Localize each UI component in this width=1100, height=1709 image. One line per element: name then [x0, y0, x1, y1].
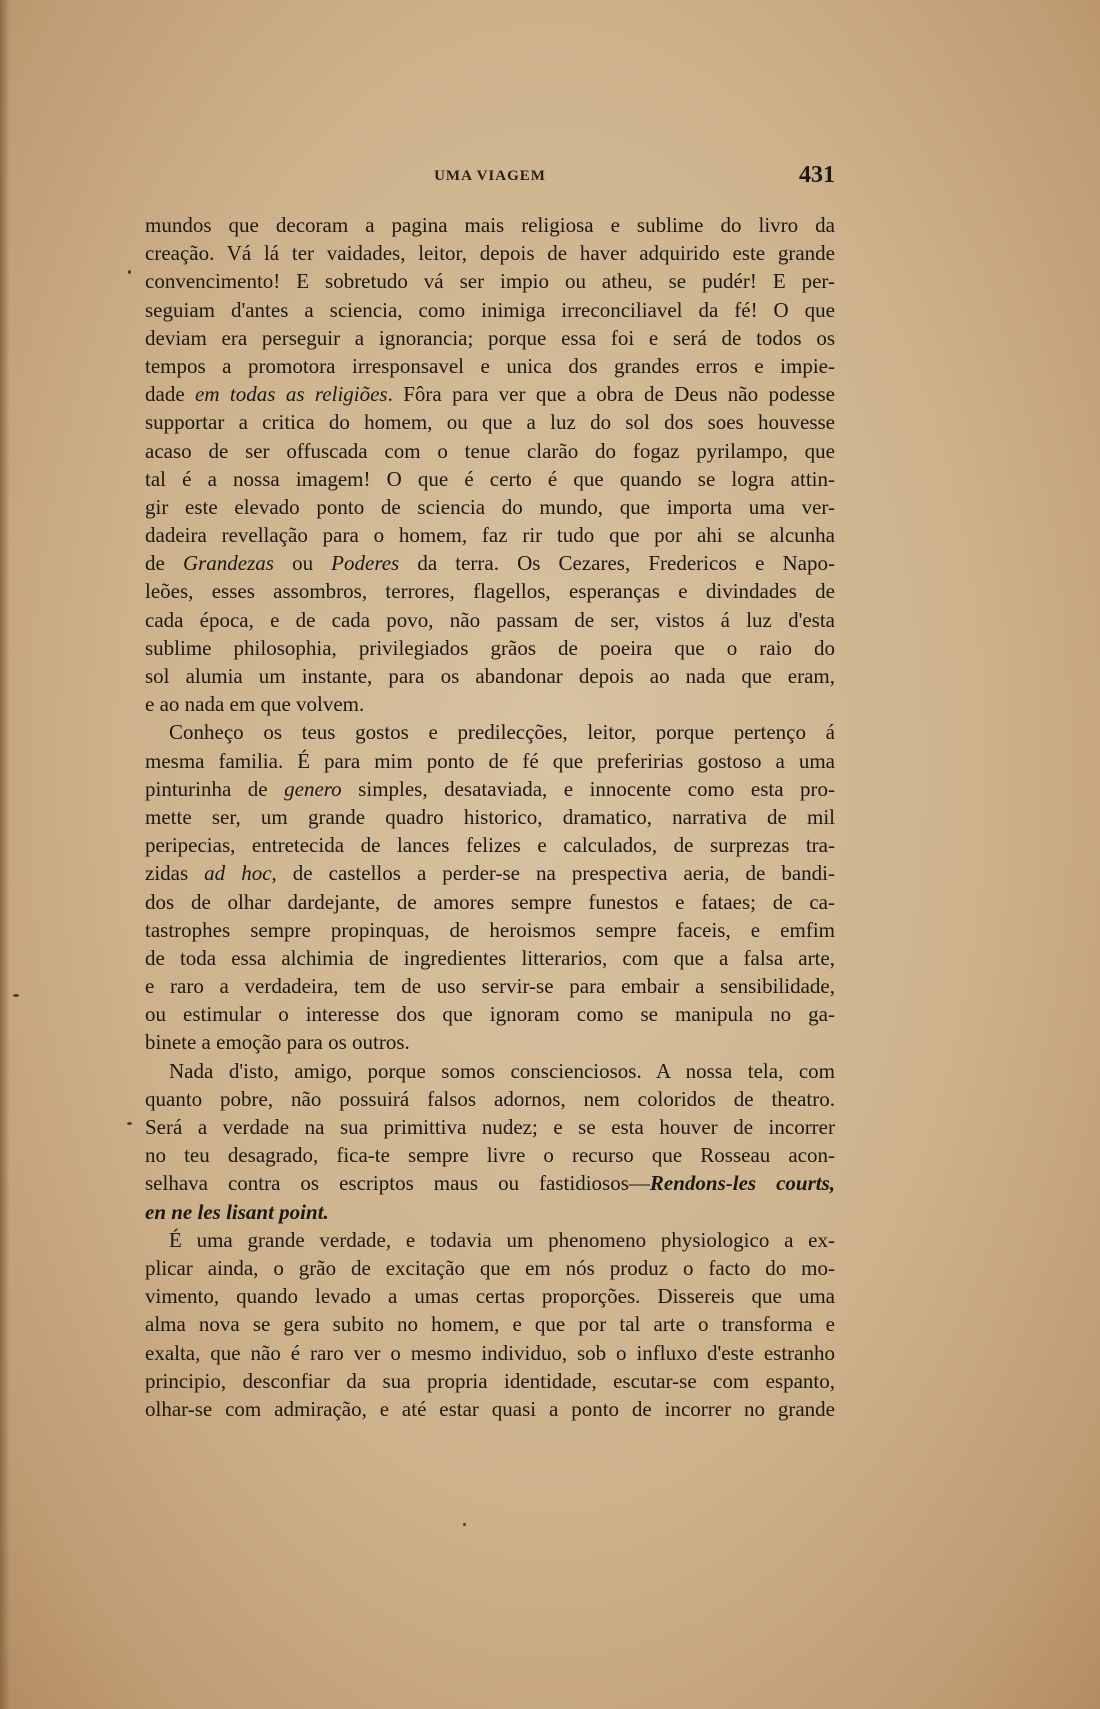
text-run: É uma grande verdade, e todavia um phenomeno physiologico a ex-: [169, 1227, 835, 1252]
text-line: [145, 211, 835, 239]
text-line: [145, 1085, 835, 1113]
text-line: [145, 831, 835, 859]
text-run: dos de olhar dardejante, de amores sempre funestos e fataes; de ca-: [145, 889, 835, 914]
text-run: dade: [145, 382, 196, 407]
text-run: vimento, quando levado a umas certas proporções. Dissereis que uma: [145, 1284, 835, 1309]
text-run: mesma familia. É para mim ponto de fé que preferirias gostoso a uma: [145, 748, 835, 773]
text-run: de toda essa alchimia de ingredientes litterarios, com que a falsa arte,: [145, 945, 835, 970]
text-run: exalta, que não é raro ver o mesmo individuo, sob o influxo d'este estranho: [145, 1340, 835, 1365]
text-line: [145, 1141, 835, 1169]
text-line: [145, 888, 835, 916]
text-run: olhar-se com admiração, e até estar quasi a ponto de incorrer no grande: [145, 1396, 835, 1421]
text-run: e ao nada em que volvem.: [145, 692, 365, 717]
text-run: quanto pobre, não possuirá falsos adornos, nem coloridos de theatro.: [145, 1086, 835, 1111]
text-line: [145, 1254, 835, 1282]
text-line: [145, 352, 835, 380]
text-line: [145, 549, 835, 577]
text-line: [145, 718, 835, 746]
text-run: zidas: [145, 861, 205, 886]
text-run: , de castellos a perder-se na prespectiva aeria, de bandi-: [271, 861, 835, 886]
text-line: [145, 662, 835, 690]
text-run: plicar ainda, o grão de excitação que em nós produz o facto do mo-: [145, 1255, 835, 1280]
text-line: [145, 944, 835, 972]
text-run: sol alumia um instante, para os abandonar depois ao nada que eram,: [145, 664, 835, 688]
text-run: da terra. Os Cezares, Fredericos e Napo-: [399, 551, 835, 576]
text-run: de: [145, 551, 183, 576]
text-run: dadeira revellação para o homem, faz rir tudo que por ahi se alcunha: [145, 523, 835, 548]
text-run: principio, desconfiar da sua propria identidade, escutar-se com espanto,: [145, 1368, 835, 1393]
text-run: mette ser, um grande quadro historico, dramatico, narrativa de mil: [145, 804, 835, 829]
text-line: [145, 493, 835, 521]
text-run: tal é a nossa imagem! O que é certo é que quando se logra attin-: [145, 466, 835, 491]
ink-speck: [128, 270, 131, 274]
text-line: [145, 803, 835, 831]
text-run: Nada d'isto, amigo, porque somos conscienciosos. A nossa tela, com: [169, 1058, 835, 1083]
text-run: pinturinha de: [145, 776, 285, 801]
text-run: alma nova se gera subito no homem, e que por tal arte o transforma e: [145, 1312, 835, 1337]
text-line: [145, 606, 835, 634]
text-line: [145, 1339, 835, 1367]
text-line: [145, 690, 835, 718]
running-head: UMA VIAGEM: [434, 168, 546, 184]
ink-speck: [463, 1523, 466, 1526]
text-line: [145, 1169, 835, 1197]
text-run: selhava contra os escriptos maus ou fastidiosos—: [145, 1171, 650, 1196]
text-run: ou: [273, 551, 332, 576]
italic-text: genero: [284, 776, 342, 801]
text-line: [145, 267, 835, 295]
text-run: tastrophes sempre propinquas, de heroismos sempre faceis, e emfim: [145, 917, 835, 942]
text-line: [145, 1282, 835, 1310]
text-run: mundos que decoram a pagina mais religiosa e sublime do livro da: [145, 213, 835, 237]
text-line: [145, 1226, 835, 1254]
text-line: [145, 296, 835, 324]
text-run: cada época, e de cada povo, não passam de ser, vistos á luz d'esta: [145, 607, 835, 632]
text-run: seguiam d'antes a sciencia, como inimiga irreconciliavel da fé! O que: [145, 297, 835, 322]
body-text: [145, 211, 835, 1423]
italic-text: Grandezas: [182, 551, 274, 576]
text-run: binete a emoção para os outros.: [145, 1030, 410, 1055]
text-line: [145, 972, 835, 1000]
ink-speck: [127, 1122, 132, 1125]
text-run: gir este elevado ponto de sciencia do mundo, que importa uma ver-: [145, 494, 835, 519]
italic-text: Rendons-les courts,: [649, 1171, 835, 1196]
text-line: [145, 521, 835, 549]
text-line: [145, 1057, 835, 1085]
text-run: convencimento! E sobretudo vá ser impio ou atheu, se pudér! E per-: [145, 269, 835, 294]
text-run: no teu desagrado, fica-te sempre livre o recurso que Rosseau acon-: [145, 1143, 835, 1168]
text-line: [145, 1198, 835, 1226]
text-run: creação. Vá lá ter vaidades, leitor, depois de haver adquirido este grande: [145, 241, 835, 266]
text-line: [145, 408, 835, 436]
text-line: [145, 859, 835, 887]
page-number: 431: [799, 162, 835, 188]
text-run: sublime philosophia, privilegiados grãos de poeira que o raio do: [145, 635, 835, 660]
text-line: [145, 1113, 835, 1141]
text-line: [145, 437, 835, 465]
text-line: [145, 634, 835, 662]
text-line: [145, 1028, 835, 1056]
ink-speck: [13, 994, 19, 997]
text-run: acaso de ser offuscada com o tenue clarão do fogaz pyrilampo, que: [145, 438, 835, 463]
text-line: [145, 916, 835, 944]
text-run: peripecias, entretecida de lances felizes e calculados, de surprezas tra-: [145, 833, 835, 858]
text-line: [145, 1310, 835, 1338]
italic-text: em todas as religiões: [195, 382, 388, 407]
text-run: Conheço os teus gostos e predilecções, leitor, porque pertenço á: [169, 720, 835, 745]
text-run: . Fôra para ver que a obra de Deus não podesse: [387, 382, 835, 407]
italic-text: en ne les lisant point.: [145, 1199, 329, 1224]
text-run: ou estimular o interesse dos que ignoram como se manipula no ga-: [145, 1002, 835, 1027]
text-line: [145, 324, 835, 352]
page-header: [145, 160, 835, 190]
text-line: [145, 1367, 835, 1395]
italic-text: ad hoc: [204, 861, 272, 886]
italic-text: Poderes: [331, 551, 400, 576]
text-run: leões, esses assombros, terrores, flagellos, esperanças e divindades de: [145, 579, 835, 604]
text-line: [145, 577, 835, 605]
text-run: simples, desataviada, e innocente como esta pro-: [341, 776, 835, 801]
text-run: e raro a verdadeira, tem de uso servir-se para embair a sensibilidade,: [145, 974, 835, 999]
text-run: tempos a promotora irresponsavel e unica dos grandes erros e impie-: [145, 353, 835, 378]
page-edge-shadow: [0, 0, 10, 1709]
text-line: [145, 239, 835, 267]
text-line: [145, 747, 835, 775]
text-run: supportar a critica do homem, ou que a luz do sol dos soes houvesse: [145, 410, 835, 435]
text-line: [145, 1000, 835, 1028]
text-line: [145, 1395, 835, 1423]
text-run: Será a verdade na sua primittiva nudez; e se esta houver de incorrer: [145, 1115, 835, 1139]
text-run: deviam era perseguir a ignorancia; porque essa foi e será de todos os: [145, 325, 835, 350]
text-line: [145, 380, 835, 408]
text-line: [145, 775, 835, 803]
text-line: [145, 465, 835, 493]
